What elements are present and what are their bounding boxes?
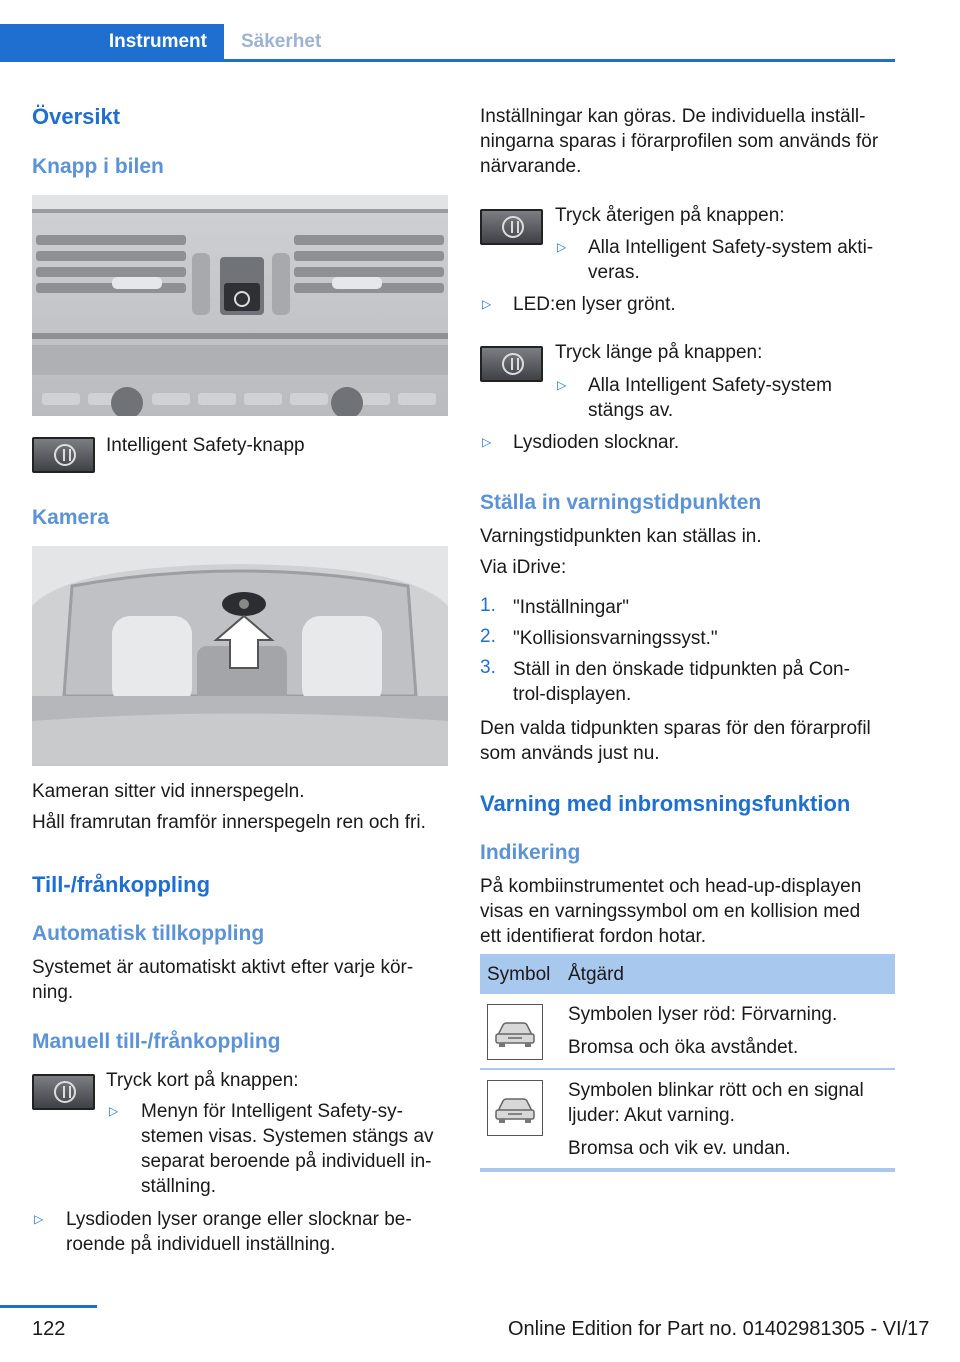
heading-brake-warning: Varning med inbromsningsfunktion [480,791,851,816]
manual-bullet-2-line-2: roende på individuell inställning. [66,1234,336,1255]
intro-line-3: närvarande. [480,156,582,177]
safety-button-icon [480,346,543,382]
tab-instrument[interactable]: Instrument [0,24,224,60]
safety-button-icon [32,1074,95,1110]
tab-sakerhet[interactable]: Säkerhet [241,31,322,52]
heading-button-in-car: Knapp i bilen [32,155,164,178]
again-bullet-1-line-2: veras. [588,262,640,283]
heading-camera: Kamera [32,506,110,529]
warning-time-text: Varningstidpunkten kan ställas in. [480,526,762,547]
manual-bullet-1-line-4: ställning. [141,1176,216,1197]
heading-on-off: Till-/frånkoppling [32,872,211,897]
step-2-text: "Kollisionsvarningssyst." [513,628,718,649]
row-1-line-1: Symbolen lyser röd: Förvarning. [568,1004,838,1025]
row-2-line-2: ljuder: Akut varning. [568,1105,735,1126]
via-idrive-text: Via iDrive: [480,557,567,578]
chapter-tabs [0,24,895,62]
heading-overview: Översikt [32,104,121,129]
button-caption: Intelligent Safety-knapp [106,435,305,456]
intro-line-1: Inställningar kan göras. De individuella inställ- [480,106,866,127]
symbol-table [480,954,895,1172]
step-3-text-line-2: trol-displayen. [513,684,632,705]
page-number: 122 [32,1318,66,1340]
indication-line-1: På kombiinstrumentet och head-up-displayen [480,876,862,897]
interior-illustration [32,546,448,766]
table-row [480,1070,895,1172]
long-bullet-2: Lysdioden slocknar. [513,432,680,453]
step-1-text: "Inställningar" [513,597,629,618]
again-bullet-1-line-1: Alla Intelligent Safety-system akti- [588,237,874,258]
safety-button-icon [32,437,95,473]
camera-text-2: Håll framrutan framför innerspegeln ren och fri. [32,812,426,833]
manual-bullet-1-line-3: separat beroende på individuell in- [141,1151,432,1172]
manual-bullet-2-line-1: Lysdioden lyser orange eller slocknar be- [66,1209,412,1230]
bullet-triangle-icon: ▷ [34,1212,44,1226]
manual-bullet-1-line-1: Menyn för Intelligent Safety-sy- [141,1101,403,1122]
indication-line-3: ett identifierat fordon hotar. [480,926,707,947]
press-long-text: Tryck länge på knappen: [555,342,763,363]
camera-text-1: Kameran sitter vid innerspegeln. [32,781,305,802]
bullet-triangle-icon: ▷ [482,297,492,311]
step-number: 1. [480,595,496,616]
bullet-triangle-icon: ▷ [557,240,567,254]
col-action: Åtgärd [568,964,624,985]
bullet-triangle-icon: ▷ [557,378,567,392]
heading-manual: Manuell till-/frånkoppling [32,1030,281,1053]
bullet-triangle-icon: ▷ [482,435,492,449]
manual-bullet-1-line-2: stemen visas. Systemen stängs av [141,1126,434,1147]
auto-text-line-2: ning. [32,982,74,1003]
step-3-text-line-1: Ställ in den önskade tidpunkten på Con- [513,659,850,680]
col-symbol: Symbol [487,964,551,985]
camera-photo [32,546,448,766]
footer-accent-line [0,1305,97,1308]
indication-line-2: visas en varningssymbol om en kollision med [480,901,861,922]
row-2-line-3: Bromsa och vik ev. undan. [568,1138,791,1159]
safety-button-icon [480,209,543,245]
intro-line-2: ningarna sparas i förarprofilen som används för [480,131,879,152]
dashboard-illustration [32,195,448,416]
saved-line-1: Den valda tidpunkten sparas för den förarprofil [480,718,871,739]
step-number: 2. [480,626,496,647]
dashboard-button-photo [32,195,448,416]
car-warning-icon [487,1004,543,1060]
heading-automatic: Automatisk tillkoppling [32,922,265,945]
long-bullet-1-line-1: Alla Intelligent Safety-system [588,375,832,396]
table-header [480,954,895,994]
saved-line-2: som används just nu. [480,743,660,764]
row-1-line-2: Bromsa och öka avståndet. [568,1037,799,1058]
manual-press-text: Tryck kort på knappen: [106,1070,299,1091]
edition-text: Online Edition for Part no. 01402981305 - VI/17 [508,1318,930,1340]
bullet-triangle-icon: ▷ [109,1104,119,1118]
row-2-line-1: Symbolen blinkar rött och en signal [568,1080,864,1101]
auto-text-line-1: Systemet är automatiskt aktivt efter varje kör- [32,957,414,978]
again-bullet-2: LED:en lyser grönt. [513,294,676,315]
step-number: 3. [480,657,496,678]
car-warning-icon [487,1080,543,1136]
press-again-text: Tryck återigen på knappen: [555,205,785,226]
table-row [480,994,895,1070]
long-bullet-1-line-2: stängs av. [588,400,674,421]
heading-indication: Indikering [480,841,581,864]
heading-warning-time: Ställa in varningstidpunkten [480,491,762,514]
